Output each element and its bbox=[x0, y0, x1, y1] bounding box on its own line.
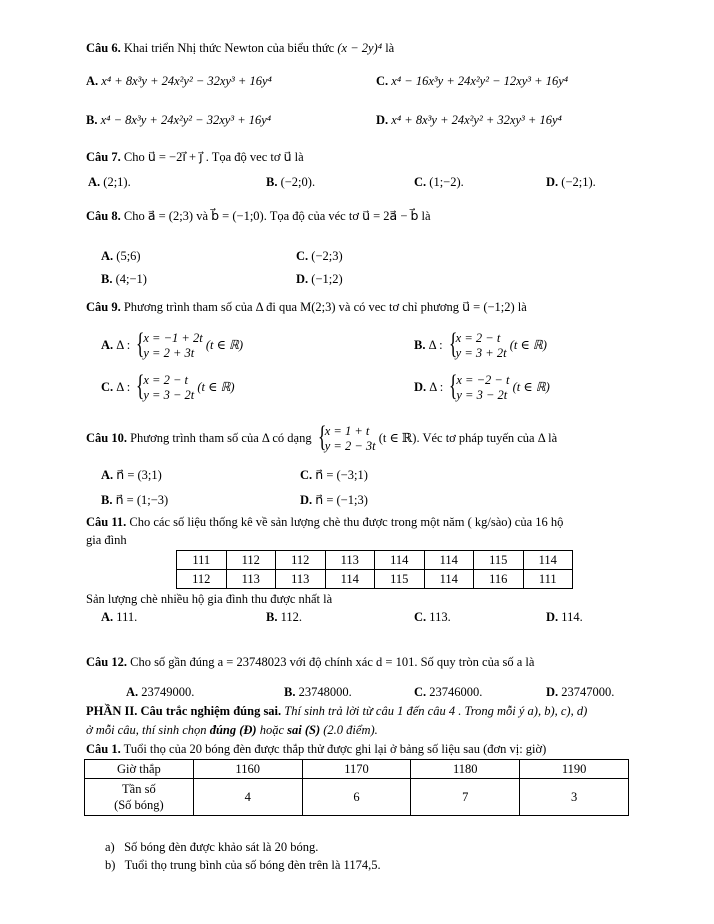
table-cell: 4 bbox=[193, 779, 302, 816]
option-key: C. bbox=[101, 379, 114, 394]
option-key: A. bbox=[101, 468, 114, 482]
option-key: A. bbox=[88, 175, 101, 189]
brace-icon: { bbox=[136, 369, 145, 402]
option-pre: Δ : bbox=[116, 379, 131, 394]
equation-row: x = 2 − t bbox=[455, 331, 501, 345]
q12-option-b[interactable] bbox=[284, 684, 352, 700]
q11-option-d[interactable] bbox=[546, 609, 583, 625]
table-cell: 114 bbox=[424, 551, 474, 570]
q12-option-c[interactable] bbox=[414, 684, 482, 700]
p2q1-data-table bbox=[84, 759, 629, 816]
q11-question: Sản lượng chè nhiều hộ gia đình thu được nhất là bbox=[86, 592, 333, 606]
q11-stem bbox=[86, 514, 563, 530]
q9-option-b[interactable] bbox=[414, 327, 547, 361]
part2-title: PHẦN II. Câu trắc nghiệm đúng sai. bbox=[86, 704, 282, 718]
q11-option-a[interactable] bbox=[101, 609, 137, 625]
q7-option-c[interactable] bbox=[414, 174, 464, 190]
brace-icon: { bbox=[136, 327, 145, 360]
q11-data-table bbox=[176, 550, 573, 589]
table-cell: 115 bbox=[375, 570, 425, 589]
table-cell: 112 bbox=[177, 570, 227, 589]
option-text: 112. bbox=[280, 610, 303, 624]
system-of-equations bbox=[446, 327, 507, 361]
q10-text: Phương trình tham số của Δ có dạng bbox=[130, 430, 312, 445]
q8-label: Câu 8. bbox=[86, 209, 121, 223]
q10-label: Câu 10. bbox=[86, 430, 127, 445]
q8-option-d[interactable] bbox=[296, 271, 343, 287]
option-text: (−2;1). bbox=[561, 175, 596, 189]
option-text: x⁴ + 8x³y + 24x²y² + 32xy³ + 16y⁴ bbox=[391, 113, 562, 127]
equation-row: x = −2 − t bbox=[456, 373, 510, 387]
q12-label: Câu 12. bbox=[86, 655, 127, 669]
q6-option-a[interactable] bbox=[86, 73, 272, 89]
q10-option-d[interactable] bbox=[300, 492, 368, 508]
p2q1-item-b[interactable] bbox=[105, 857, 381, 873]
table-cell: 113 bbox=[276, 570, 326, 589]
q9-text: Phương trình tham số của Δ đi qua M(2;3) và có vec tơ chỉ phương u⃗ = (−1;2) là bbox=[123, 300, 527, 314]
part2-heading bbox=[86, 703, 587, 719]
option-key: D. bbox=[546, 175, 559, 189]
q10-stem bbox=[86, 420, 558, 454]
option-key: C. bbox=[414, 685, 427, 699]
option-key: A. bbox=[126, 685, 139, 699]
frequency-label: Tần số bbox=[122, 782, 156, 796]
p2q1-stem bbox=[86, 741, 546, 757]
option-pre: Δ : bbox=[116, 337, 131, 352]
q8-text: Cho a⃗ = (2;3) và b⃗ = (−1;0). Tọa độ của véc tơ u⃗ = 2a⃗ − b⃗ là bbox=[123, 209, 431, 223]
part2-desc1: Thí sinh trả lời từ câu 1 đến câu 4 . Trong mỗi ý a), b), c), d) bbox=[284, 704, 588, 718]
q8-option-c[interactable] bbox=[296, 248, 343, 264]
table-header-frequency bbox=[85, 779, 194, 816]
item-key: b) bbox=[105, 858, 116, 872]
option-text: 113. bbox=[429, 610, 451, 624]
option-text: x⁴ − 8x³y + 24x²y² − 32xy³ + 16y⁴ bbox=[100, 113, 272, 127]
table-row bbox=[177, 551, 573, 570]
q10-system bbox=[315, 420, 376, 454]
equation-row: y = 3 + 2t bbox=[455, 346, 507, 360]
option-text: n⃗ = (−1;3) bbox=[315, 493, 368, 507]
q9-stem bbox=[86, 299, 527, 315]
q10-option-b[interactable] bbox=[101, 492, 168, 508]
table-cell: 6 bbox=[302, 779, 411, 816]
option-pre: Δ : bbox=[429, 379, 444, 394]
p2q1-label: Câu 1. bbox=[86, 742, 121, 756]
table-cell: 111 bbox=[177, 551, 227, 570]
table-cell: 1180 bbox=[411, 760, 520, 779]
brace-icon: { bbox=[317, 420, 327, 453]
brace-icon: { bbox=[449, 369, 458, 402]
option-text: (−2;0). bbox=[280, 175, 316, 189]
system-of-equations bbox=[133, 327, 203, 361]
option-key: D. bbox=[546, 610, 559, 624]
q12-option-a[interactable] bbox=[126, 684, 194, 700]
q8-option-b[interactable] bbox=[101, 271, 147, 287]
option-key: D. bbox=[546, 685, 559, 699]
q9-option-d[interactable] bbox=[414, 369, 550, 403]
q12-option-d[interactable] bbox=[546, 684, 614, 700]
equation-row: y = 3 − 2t bbox=[456, 388, 508, 402]
table-row bbox=[85, 760, 629, 779]
q6-option-b[interactable] bbox=[86, 112, 271, 128]
q11-text-cont: gia đình bbox=[86, 533, 127, 547]
q10-option-c[interactable] bbox=[300, 467, 368, 483]
option-key: A. bbox=[86, 74, 99, 88]
q6-option-d[interactable] bbox=[376, 112, 562, 128]
option-key: D. bbox=[296, 272, 309, 286]
table-cell: 116 bbox=[474, 570, 524, 589]
q10-post: (t ∈ ℝ). Véc tơ pháp tuyến của Δ là bbox=[378, 430, 558, 445]
option-text: n⃗ = (1;−3) bbox=[115, 493, 169, 507]
frequency-sublabel: (Số bóng) bbox=[114, 798, 164, 812]
table-cell: 114 bbox=[523, 551, 573, 570]
option-key: B. bbox=[101, 272, 113, 286]
option-text: n⃗ = (−3;1) bbox=[315, 468, 368, 482]
equation-row: x = −1 + 2t bbox=[143, 331, 203, 345]
p2q1-item-a[interactable] bbox=[105, 839, 318, 855]
option-text: 114. bbox=[561, 610, 583, 624]
option-key: C. bbox=[376, 74, 389, 88]
option-post: (t ∈ ℝ) bbox=[205, 337, 244, 352]
table-cell: 3 bbox=[520, 779, 629, 816]
table-row bbox=[85, 779, 629, 816]
q8-option-a[interactable] bbox=[101, 248, 141, 264]
q11-option-b[interactable] bbox=[266, 609, 302, 625]
equation-row: y = 2 + 3t bbox=[143, 346, 195, 360]
option-key: C. bbox=[414, 610, 427, 624]
system-of-equations bbox=[446, 369, 510, 403]
table-cell: 114 bbox=[375, 551, 425, 570]
q11-label: Câu 11. bbox=[86, 515, 127, 529]
q7-stem bbox=[86, 149, 304, 165]
table-cell: 1160 bbox=[193, 760, 302, 779]
q9-label: Câu 9. bbox=[86, 300, 121, 314]
option-text: (5;6) bbox=[116, 249, 141, 263]
q12-text: Cho số gần đúng a = 23748023 với độ chính xác d = 101. Số quy tròn của số a là bbox=[130, 655, 535, 669]
part2-points: (2.0 điểm). bbox=[323, 723, 378, 737]
table-cell: 113 bbox=[226, 570, 276, 589]
option-text: (1;−2). bbox=[429, 175, 464, 189]
equation-row: y = 2 − 3t bbox=[324, 439, 376, 453]
option-key: B. bbox=[266, 610, 278, 624]
item-text: Tuổi thọ trung bình của số bóng đèn trên là 1174,5. bbox=[124, 858, 381, 872]
q10-option-a[interactable] bbox=[101, 467, 162, 483]
part2-desc2c: hoặc bbox=[259, 723, 285, 737]
option-key: B. bbox=[266, 175, 278, 189]
option-text: (−2;3) bbox=[311, 249, 343, 263]
table-cell: 1190 bbox=[520, 760, 629, 779]
option-key: D. bbox=[376, 113, 389, 127]
option-key: A. bbox=[101, 610, 114, 624]
q6-label: Câu 6. bbox=[86, 41, 121, 55]
option-text: (4;−1) bbox=[115, 272, 147, 286]
q6-expr: (x − 2y)⁴ bbox=[337, 41, 383, 55]
option-key: A. bbox=[101, 249, 114, 263]
table-row bbox=[177, 570, 573, 589]
option-key: D. bbox=[414, 379, 427, 394]
option-text: n⃗ = (3;1) bbox=[116, 468, 162, 482]
option-post: (t ∈ ℝ) bbox=[197, 379, 235, 394]
item-text: Số bóng đèn được khảo sát là 20 bóng. bbox=[124, 840, 319, 854]
option-text: 23747000. bbox=[561, 685, 615, 699]
q6-stem bbox=[86, 40, 394, 56]
table-cell: 1170 bbox=[302, 760, 411, 779]
equation-row: x = 2 − t bbox=[143, 373, 189, 387]
q8-stem bbox=[86, 208, 431, 224]
q6-tail: là bbox=[385, 41, 395, 55]
option-key: C. bbox=[300, 468, 313, 482]
table-cell: 113 bbox=[325, 551, 375, 570]
option-text: x⁴ + 8x³y + 24x²y² − 32xy³ + 16y⁴ bbox=[101, 74, 272, 88]
option-post: (t ∈ ℝ) bbox=[512, 379, 550, 394]
q7-option-a[interactable] bbox=[88, 174, 131, 190]
option-key: B. bbox=[101, 493, 113, 507]
option-text: 23749000. bbox=[141, 685, 195, 699]
q7-label: Câu 7. bbox=[86, 150, 121, 164]
option-text: (−1;2) bbox=[311, 272, 343, 286]
option-key: C. bbox=[296, 249, 309, 263]
q7-option-b[interactable] bbox=[266, 174, 315, 190]
option-text: 23746000. bbox=[429, 685, 483, 699]
q12-stem bbox=[86, 654, 534, 670]
table-cell: 112 bbox=[276, 551, 326, 570]
part2-instructions bbox=[86, 722, 378, 738]
item-key: a) bbox=[105, 840, 115, 854]
option-text: x⁴ − 16x³y + 24x²y² − 12xy³ + 16y⁴ bbox=[391, 74, 569, 88]
brace-icon: { bbox=[448, 327, 458, 360]
option-key: B. bbox=[284, 685, 296, 699]
part2-correct-label: đúng (Đ) bbox=[209, 723, 257, 737]
table-cell: 112 bbox=[226, 551, 276, 570]
system-of-equations bbox=[133, 369, 195, 403]
table-cell: 111 bbox=[523, 570, 573, 589]
option-text: (2;1). bbox=[103, 175, 131, 189]
equation-row: y = 3 − 2t bbox=[143, 388, 195, 402]
equation-row: x = 1 + t bbox=[324, 424, 370, 438]
table-cell: 114 bbox=[424, 570, 474, 589]
q6-option-c[interactable] bbox=[376, 73, 568, 89]
q11-option-c[interactable] bbox=[414, 609, 451, 625]
q11-text: Cho các số liệu thống kê về sản lượng chè thu được trong một năm ( kg/sào) của 16 hộ bbox=[129, 515, 564, 529]
table-cell: 114 bbox=[325, 570, 375, 589]
option-text: 23748000. bbox=[298, 685, 352, 699]
option-key: A. bbox=[101, 337, 114, 352]
part2-wrong-label: sai (S) bbox=[287, 723, 321, 737]
option-key: B. bbox=[414, 337, 426, 352]
q7-text: Cho u⃗ = −2i⃗ + j⃗ . Tọa độ vec tơ u⃗ là bbox=[123, 150, 304, 164]
q7-option-d[interactable] bbox=[546, 174, 596, 190]
table-cell: 115 bbox=[474, 551, 524, 570]
table-cell: 7 bbox=[411, 779, 520, 816]
part2-desc2a: ở mỗi câu, thí sinh chọn bbox=[86, 723, 207, 737]
option-text: 111. bbox=[116, 610, 138, 624]
option-pre: Δ : bbox=[428, 337, 443, 352]
table-header-hours: Giờ thắp bbox=[85, 760, 194, 779]
option-post: (t ∈ ℝ) bbox=[509, 337, 547, 352]
option-key: C. bbox=[414, 175, 427, 189]
q9-option-c[interactable] bbox=[101, 369, 235, 403]
q9-option-a[interactable] bbox=[101, 327, 244, 361]
p2q1-text: Tuổi thọ của 20 bóng đèn được thắp thử được ghi lại ở bảng số liệu sau (đơn vị: giờ) bbox=[123, 742, 547, 756]
q6-text: Khai triển Nhị thức Newton của biểu thức bbox=[123, 41, 335, 55]
option-key: D. bbox=[300, 493, 313, 507]
option-key: B. bbox=[86, 113, 98, 127]
